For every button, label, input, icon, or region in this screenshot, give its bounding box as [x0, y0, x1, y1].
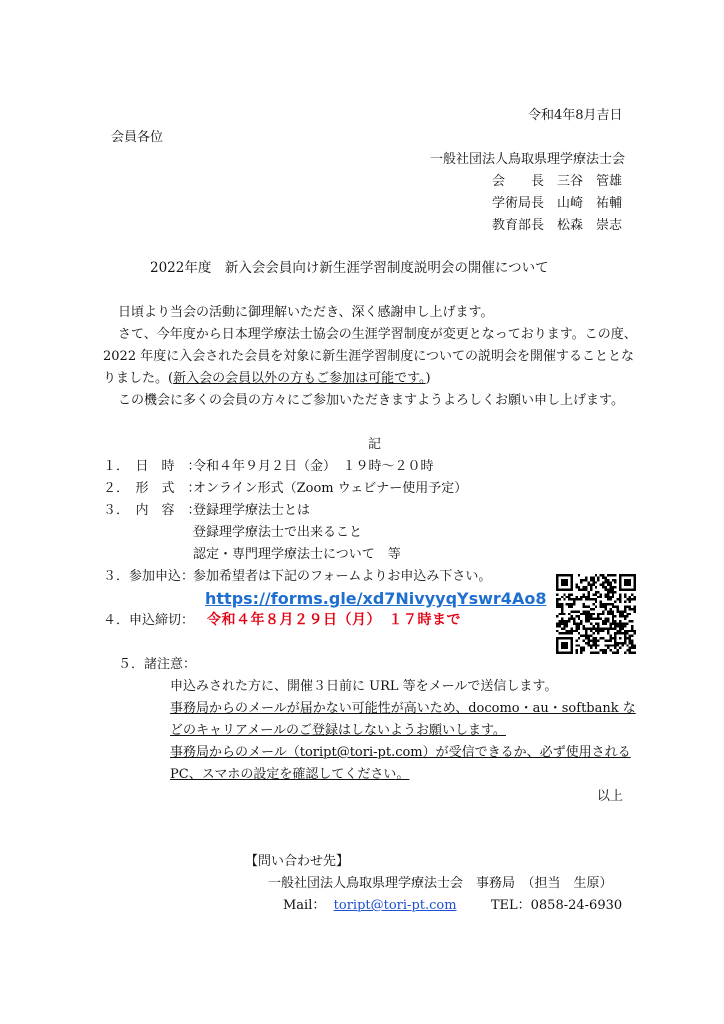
item2-value: オンライン形式（Zoom ウェビナー使用予定） — [193, 481, 468, 496]
contact-mail-row — [283, 899, 622, 912]
sender1-title: 会 長 — [492, 174, 545, 189]
body-p1: 日頃より当会の活動に御理解いただき、深く感謝申し上げます。 — [118, 305, 494, 320]
sender2-title: 学術局長 — [492, 196, 545, 211]
body-p2-line3-a: りました。( — [103, 371, 174, 386]
item6-label: ５．諸注意： — [118, 657, 197, 672]
item1-value: 令和４年９月２日（金） １９時～２０時 — [193, 459, 434, 474]
note4: 事務局からのメール（toript@tori-pt.com）が受信できるか、必ず使用される — [170, 745, 631, 760]
body-p3: この機会に多くの会員の方々にご参加いただきますようよろしくお願い申し上げます。 — [118, 393, 624, 408]
sender2-name: 山崎 祐輔 — [557, 196, 623, 211]
body-p2-note: 新入会の会員以外の方もご参加は可能です。 — [173, 371, 426, 386]
note3: どのキャリアメールのご登録はしないようお願いします。 — [170, 723, 506, 738]
sender-org: 一般社団法人鳥取県理学療法士会 — [430, 152, 626, 167]
item3-value1: 登録理学療法士とは — [193, 503, 311, 518]
form-url-link[interactable]: https://forms.gle/xd7NivyyqYswr4Ao8 — [205, 589, 547, 608]
body-p2-line1: さて、今年度から日本理学療法士協会の生涯学習制度が変更となっております。この度、 — [118, 327, 637, 342]
item3-value3: 認定・専門理学療法士について 等 — [193, 547, 401, 562]
contact-heading: 【問い合わせ先】 — [245, 854, 350, 869]
item4-label: ３．参加申込： — [103, 569, 195, 584]
body-p2-line3 — [103, 372, 431, 385]
mail-link[interactable]: toript@tori-pt.com — [333, 898, 457, 913]
item3-label: ３． 内 容 ： — [103, 503, 201, 518]
note2: 事務局からのメールが届かない可能性が高いため、docomo・au・softbank な — [170, 701, 636, 716]
body-p2-line3-c: ) — [425, 371, 431, 386]
date: 令和4年8月吉日 — [528, 108, 623, 123]
item4-value: 参加希望者は下記のフォームよりお申込み下さい。 — [193, 569, 492, 584]
contact-org: 一般社団法人鳥取県理学療法士会 事務局 （担当 生原） — [268, 876, 613, 891]
ki-label: 記 — [368, 437, 382, 452]
item3-value2: 登録理学療法士で出来ること — [193, 525, 363, 540]
deadline-value: 令和４年８月２９日（月） １７時まで — [207, 612, 461, 628]
body-p2-line2: 2022 年度に入会された会員を対象に新生涯学習制度についての説明会を開催することとな — [103, 349, 634, 364]
note5: PC、スマホの設定を確認してください。 — [170, 767, 410, 782]
sender3-name: 松森 崇志 — [557, 218, 623, 233]
ijou-label: 以上 — [597, 789, 624, 804]
document-title: 2022年度 新入会会員向け新生涯学習制度説明会の開催について — [150, 260, 549, 276]
recipient: 会員各位 — [111, 130, 164, 145]
mail-label: Mail： — [283, 898, 326, 913]
sender1-name: 三谷 管雄 — [557, 174, 623, 189]
qr-code-image[interactable] — [556, 574, 636, 654]
item2-label: ２． 形 式 ： — [103, 481, 201, 496]
item1-label: １． 日 時 ： — [103, 459, 201, 474]
item5-label: ４．申込締切： — [103, 613, 195, 628]
tel-text: TEL：0858-24-6930 — [490, 898, 623, 913]
sender3-title: 教育部長 — [492, 218, 545, 233]
note1: 申込みされた方に、開催３日前に URL 等をメールで送信します。 — [170, 679, 558, 694]
